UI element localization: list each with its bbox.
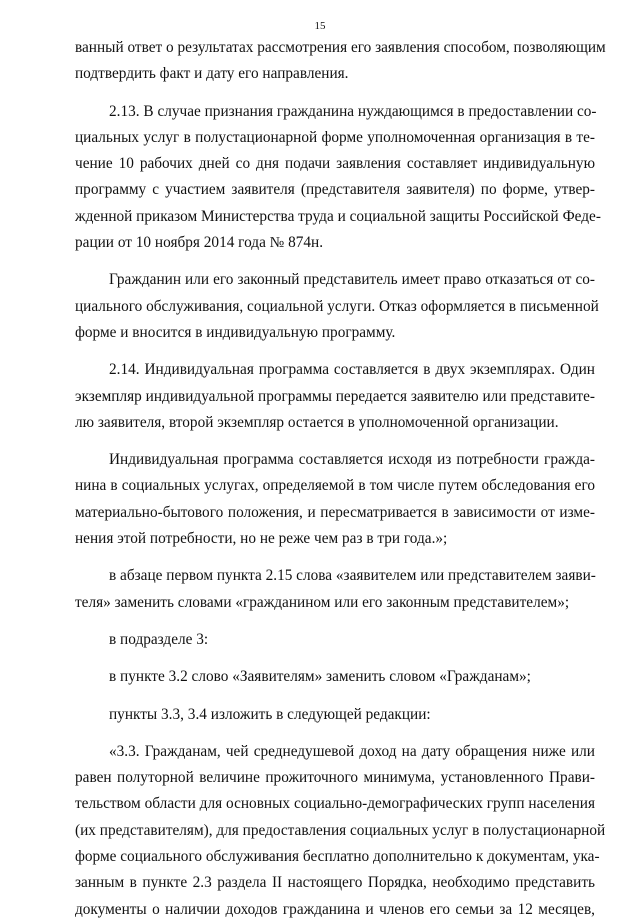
- text-line: экземпляр индивидуальной программы передается заявителю или представите-: [75, 387, 595, 405]
- document-body: [75, 35, 606, 923]
- text-line: подтвердить факт и дату его направления.: [75, 65, 349, 83]
- text-line: (их представителям), для предоставления социальных услуг в полустационарной: [75, 821, 606, 839]
- text-line: нина в социальных услугах, определяемой в том числе путем обследования его: [75, 477, 595, 495]
- text-line: ванный ответ о результатах рассмотрения его заявления способом, позволяющим: [75, 39, 606, 56]
- text-line: «3.3. Гражданам, чей среднедушевой доход на дату обращения ниже или: [109, 742, 595, 760]
- text-line: чение 10 рабочих дней со дня подачи заявления составляет индивидуальную: [75, 155, 595, 173]
- text-line: лю заявителя, второй экземпляр остается в уполномоченной организации.: [75, 413, 559, 431]
- text-line: форме социального обслуживания бесплатно дополнительно к документам, ука-: [75, 848, 600, 866]
- text-line: форме и вносится в индивидуальную программу.: [75, 323, 396, 341]
- text-line: Индивидуальная программа составляется исходя из потребности гражда-: [109, 451, 595, 469]
- text-line: циальных услуг в полустационарной форме уполномоченная организация в те-: [75, 128, 595, 146]
- text-line: 2.14. Индивидуальная программа составляется в двух экземплярах. Один: [109, 361, 595, 379]
- text-line: занным в пункте 2.3 раздела II настоящего Порядка, необходимо представить: [75, 874, 595, 892]
- text-line: пункты 3.3, 3.4 изложить в следующей редакции:: [109, 705, 431, 723]
- text-line: жденной приказом Министерства труда и социальной защиты Российской Феде-: [75, 207, 601, 225]
- text-line: Гражданин или его законный представитель имеет право отказаться от со-: [109, 271, 595, 289]
- text-line: нения этой потребности, но не реже чем раз в три года.»;: [75, 530, 448, 548]
- text-line: 2.13. В случае признания гражданина нуждающимся в предоставлении со-: [109, 102, 597, 120]
- text-line: в подразделе 3:: [109, 630, 209, 648]
- text-line: программу с участием заявителя (представителя заявителя) по форме, утвер-: [75, 181, 595, 199]
- page-number: 15: [314, 20, 326, 32]
- text-line: в пункте 3.2 слово «Заявителям» заменить словом «Гражданам»;: [109, 668, 531, 686]
- text-line: документы о наличии доходов гражданина и членов его семьи за 12 месяцев,: [75, 900, 595, 918]
- text-line: тельством области для основных социально-демографических групп населения: [75, 795, 595, 813]
- text-line: циального обслуживания, социальной услуги. Отказ оформляется в письменной: [75, 297, 599, 315]
- text-line: рации от 10 ноября 2014 года № 874н.: [75, 234, 324, 252]
- text-line: теля» заменить словами «гражданином или его законным представителем»;: [75, 593, 570, 611]
- text-line: в абзаце первом пункта 2.15 слова «заявителем или представителем заяви-: [109, 567, 596, 585]
- text-line: равен полуторной величине прожиточного минимума, установленного Прави-: [75, 769, 595, 787]
- text-line: материально-бытового положения, и пересматривается в зависимости от изме-: [75, 503, 595, 521]
